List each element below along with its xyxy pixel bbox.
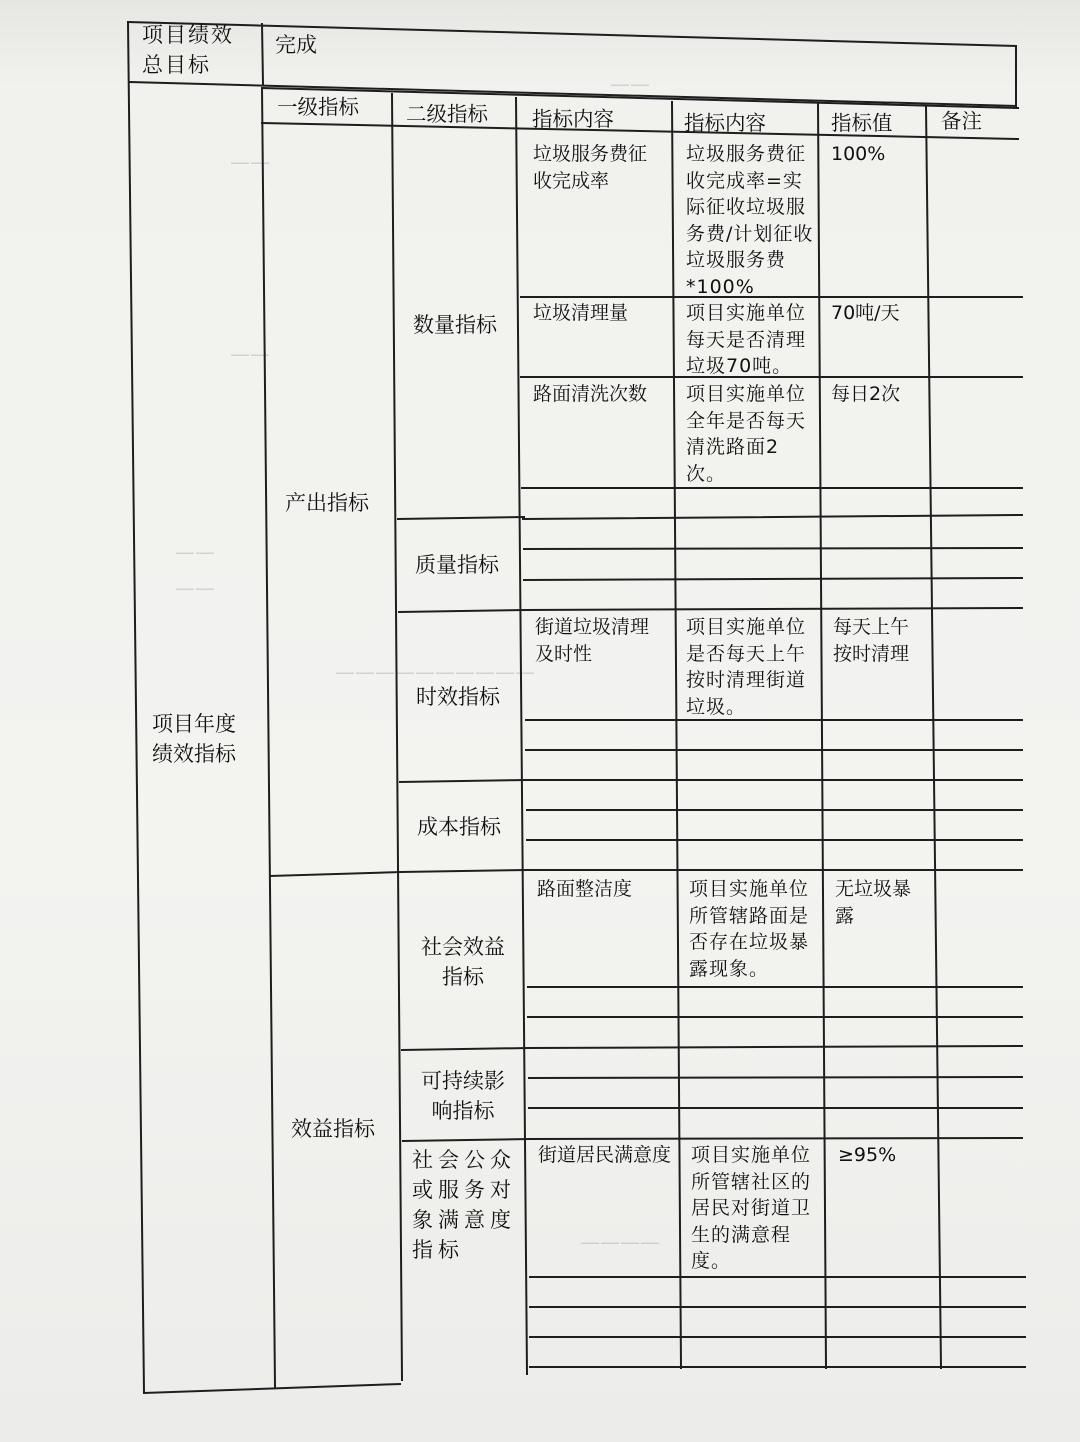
- row3-description: 项目实施单位全年是否每天清洗路面2次。: [686, 383, 807, 485]
- row6-indicator: 街道居民满意度: [538, 1144, 672, 1166]
- level2-social-benefit: 社会效益指标: [421, 935, 505, 989]
- row1-description: 垃圾服务费征收完成率=实际征收垃圾服务费/计划征收垃圾服务费*100%: [686, 143, 814, 298]
- header-value: 指标值: [831, 111, 893, 135]
- annual-indicators-label: 项目年度绩效指标: [152, 712, 236, 766]
- row4-description: 项目实施单位是否每天上午按时清理街道垃圾。: [686, 616, 807, 718]
- row2-value: 70吨/天: [831, 302, 900, 324]
- row6-description: 项目实施单位所管辖社区的居民对街道卫生的满意程度。: [691, 1144, 812, 1272]
- row5-indicator: 路面整洁度: [537, 878, 633, 900]
- level2-quantity: 数量指标: [413, 313, 497, 337]
- header-note: 备注: [941, 109, 982, 133]
- show-through-texture: —— —— —— —— —— —————————— ————: [175, 72, 660, 1254]
- overall-goal-label: 项目绩效总目标: [142, 23, 234, 77]
- level2-satisfaction: 社会公众或服务对象满意度指标: [412, 1148, 516, 1262]
- level2-cost: 成本指标: [417, 815, 501, 839]
- row4-value: 每天上午按时清理: [833, 616, 910, 665]
- row4-indicator: 街道垃圾清理及时性: [535, 616, 650, 665]
- row2-indicator: 垃圾清理量: [533, 302, 629, 324]
- row3-indicator: 路面清洗次数: [533, 383, 648, 405]
- level2-sustainable-impact: 可持续影响指标: [421, 1069, 505, 1123]
- row6-value: ≥95%: [838, 1144, 897, 1166]
- level2-timeliness: 时效指标: [416, 685, 500, 709]
- header-content-a: 指标内容: [532, 107, 614, 131]
- level2-quality: 质量指标: [415, 553, 499, 577]
- overall-goal-value: 完成: [275, 33, 317, 57]
- row1-value: 100%: [831, 143, 886, 165]
- row5-description: 项目实施单位所管辖路面是否存在垃圾暴露现象。: [689, 878, 810, 980]
- level1-benefit: 效益指标: [291, 1117, 375, 1141]
- header-level2: 二级指标: [406, 102, 488, 126]
- row2-description: 项目实施单位每天是否清理垃圾70吨。: [686, 302, 807, 377]
- header-content-b: 指标内容: [684, 111, 766, 135]
- row3-value: 每日2次: [831, 383, 901, 405]
- level1-output: 产出指标: [285, 491, 369, 515]
- row5-value: 无垃圾暴露: [835, 878, 912, 927]
- header-level1: 一级指标: [277, 95, 359, 119]
- row1-indicator: 垃圾服务费征收完成率: [533, 143, 648, 192]
